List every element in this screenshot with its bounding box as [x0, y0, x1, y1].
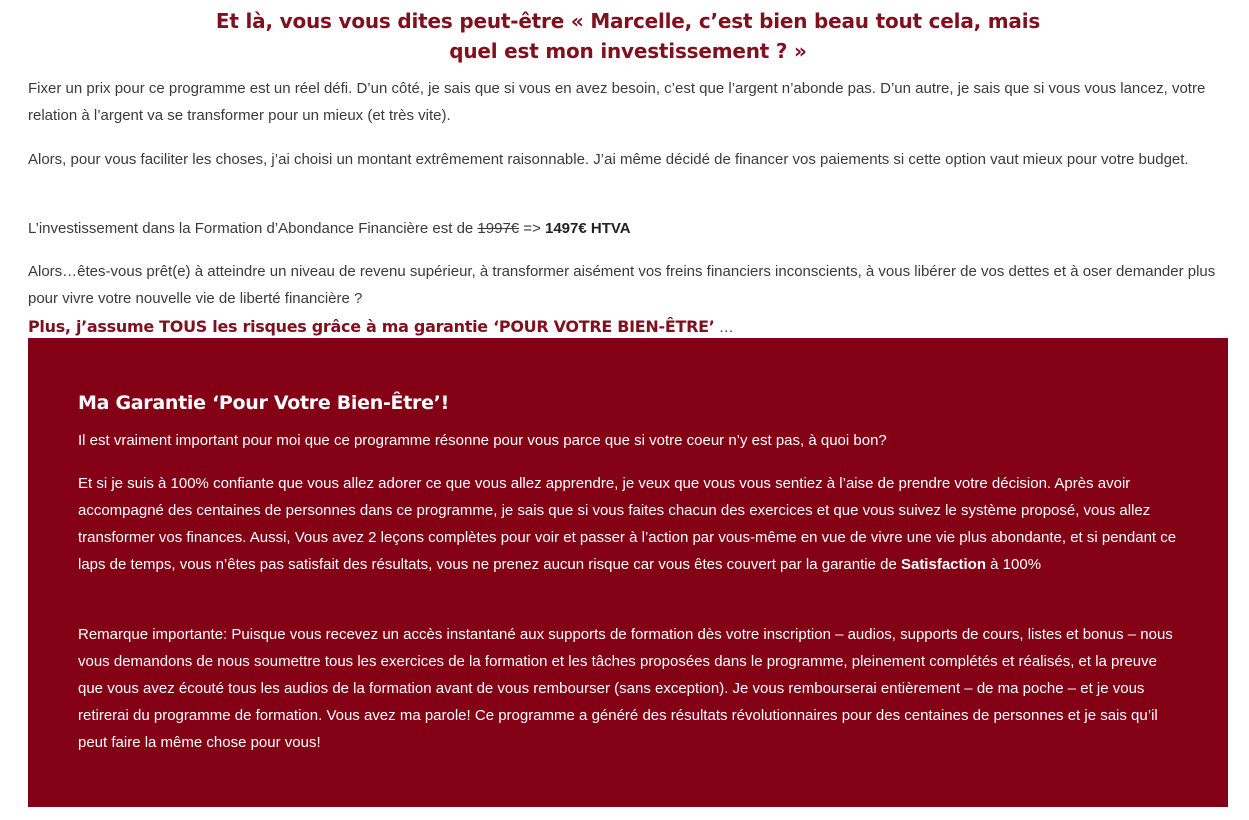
guarantee-paragraph-1: Il est vraiment important pour moi que ce programme résonne pour vous parce que si votre coeur n’y est pas, à quoi bon?	[78, 432, 887, 449]
price-arrow: =>	[519, 220, 545, 237]
new-price: 1497€ HTVA	[545, 220, 631, 237]
satisfaction-bold: Satisfaction	[900, 556, 986, 573]
price-prefix: L’investissement dans la Formation d’Abondance Financière est de	[28, 220, 478, 237]
guarantee-title: Ma Garantie ‘Pour Votre Bien-Être’!	[78, 392, 449, 414]
guarantee-box	[28, 338, 1228, 807]
intro-paragraph: Fixer un prix pour ce programme est un réel défi. D’un côté, je sais que si vous en avez besoin, c’est que l’argent n’abonde pas. D’un autre, je sais que si vous vous lancez, votre relation à l’argent va se transformer pour un mieux (et très vite).	[28, 80, 1206, 124]
price-paragraph	[28, 215, 1228, 242]
risk-line	[28, 313, 734, 341]
heading-line-2: quel est mon investissement ? »	[449, 39, 807, 63]
budget-paragraph: Alors, pour vous faciliter les choses, j’ai choisi un montant extrêmement raisonnable. J’ai même décidé de financer vos paiements si cette option vaut mieux pour votre budget.	[28, 151, 1189, 168]
risk-line-bold: Plus, j’assume TOUS les risques grâce à ma garantie ‘POUR VOTRE BIEN-ÊTRE’	[28, 317, 715, 336]
guarantee-paragraph-2	[78, 470, 1178, 578]
risk-line-ellipsis: …	[714, 319, 734, 336]
question-paragraph: Alors…êtes-vous prêt(e) à atteindre un niveau de revenu supérieur, à transformer aisément vos freins financiers inconscients, à vous libérer de vos dettes et à oser demander plus pour vivre votre nouvelle vie de liberté financière ?	[28, 263, 1216, 307]
page-heading	[0, 6, 1249, 66]
old-price: 1997€	[477, 220, 520, 237]
guarantee-p2-main: Et si je suis à 100% confiante que vous allez adorer ce que vous allez apprendre, je veux que vous vous sentiez à l’aise de prendre votre décision. Après avoir accompagné des centaines de personnes dans ce programme, je sais que si vous faites chacun des exercices et que vous suivez le système proposé, vous allez transformer vos finances. Aussi, Vous avez 2 leçons complètes pour voir et passer à l’action par vous-même en vue de vivre une vie plus abondante, et si pendant ce laps de temps, vous n’êtes pas satisfait des résultats, vous ne prenez aucun risque car vous êtes couvert par la garantie de	[78, 475, 1177, 573]
heading-line-1: Et là, vous vous dites peut-être « Marcelle, c’est bien beau tout cela, mais	[215, 9, 1041, 33]
guarantee-p2-suffix: à 100%	[986, 556, 1042, 573]
important-note-paragraph: Remarque importante: Puisque vous recevez un accès instantané aux supports de formation dès votre inscription – audios, supports de cours, listes et bonus – nous vous demandons de nous soumettre tous les exercices de la formation et les tâches proposées dans le programme, pleinement complétés et réalisés, et la preuve que vous avez écouté tous les audios de la formation avant de vous rembourser (sans exception). Je vous rembourserai entièrement – de ma poche – et je vous retirerai du programme de formation. Vous avez ma parole! Ce programme a généré des résultats révolutionnaires pour des centaines de personnes et je sais qu’il peut faire la même chose pour vous!	[78, 626, 1173, 751]
